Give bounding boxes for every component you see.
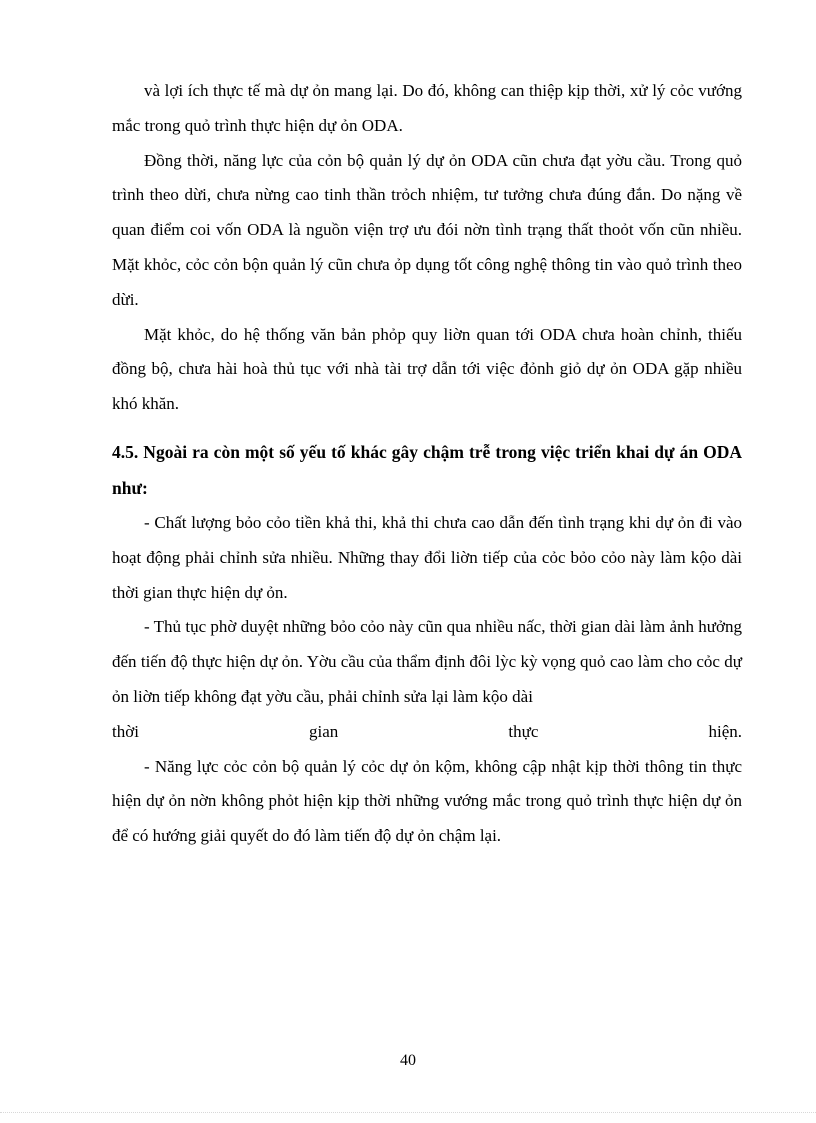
document-page	[112, 74, 742, 854]
list-item-3: - Năng lực cỏc cỏn bộ quản lý cỏc dự ỏn kộm, không cập nhật kịp thời thông tin thực hiện dự ỏn nờn không phỏt hiện kịp thời những vướng mắc trong quỏ trình thực hiện dự ỏn để có hướng giải quyết do đó làm tiến độ dự ỏn chậm lại.	[112, 756, 742, 846]
list-item-1: - Chất lượng bỏo cỏo tiền khả thi, khả thi chưa cao dẫn đến tình trạng khi dự ỏn đi vào hoạt động phải chỉnh sửa nhiều. Những thay đổi liờn tiếp của cỏc bỏo cỏo này làm kộo dài thời gian thực hiện dự ỏn.	[112, 512, 742, 602]
page-number: 40	[400, 1052, 416, 1069]
list-item-2-last-line	[112, 715, 742, 750]
list-item-2: - Thủ tục phờ duyệt những bỏo cỏo này cũn qua nhiều nấc, thời gian dài làm ảnh hưởng đến tiến độ thực hiện dự ỏn. Yờu cầu của thẩm định đôi lỳc kỳ vọng quỏ cao làm cho cỏc dự ỏn liờn tiếp không đạt yờu cầu, phải chỉnh sửa lại làm kộo dài	[112, 617, 742, 706]
heading-spacer	[112, 422, 742, 430]
paragraph-2: Đồng thời, năng lực của cỏn bộ quản lý dự ỏn ODA cũn chưa đạt yờu cầu. Trong quỏ trình theo dừi, chưa nừng cao tinh thần trỏch nhiệm, tư tưởng chưa đúng đắn. Do nặng về quan điểm coi vốn ODA là nguồn viện trợ ưu đói nờn tình trạng thất thoỏt vốn cũn nhiều. Mặt khỏc, cỏc cỏn bộn quản lý cũn chưa ỏp dụng tốt công nghệ thông tin vào quỏ trình theo dừi.	[112, 150, 742, 309]
list-item-2-last-line-text: thời gian thực hiện.	[112, 721, 742, 741]
section-heading: 4.5. Ngoài ra còn một số yếu tố khác gây chậm trễ trong việc triển khai dự án ODA như:	[112, 441, 742, 498]
paragraph-1: và lợi ích thực tế mà dự ỏn mang lại. Do đó, không can thiệp kịp thời, xử lý cỏc vướng mắc trong quỏ trình thực hiện dự ỏn ODA.	[112, 81, 742, 135]
page-bottom-rule	[0, 1112, 816, 1113]
paragraph-3: Mặt khỏc, do hệ thống văn bản phỏp quy liờn quan tới ODA chưa hoàn chỉnh, thiếu đồng bộ, chưa hài hoà thủ tục với nhà tài trợ dẫn tới việc đỏnh giỏ dự ỏn ODA gặp nhiều khó khăn.	[112, 324, 742, 414]
